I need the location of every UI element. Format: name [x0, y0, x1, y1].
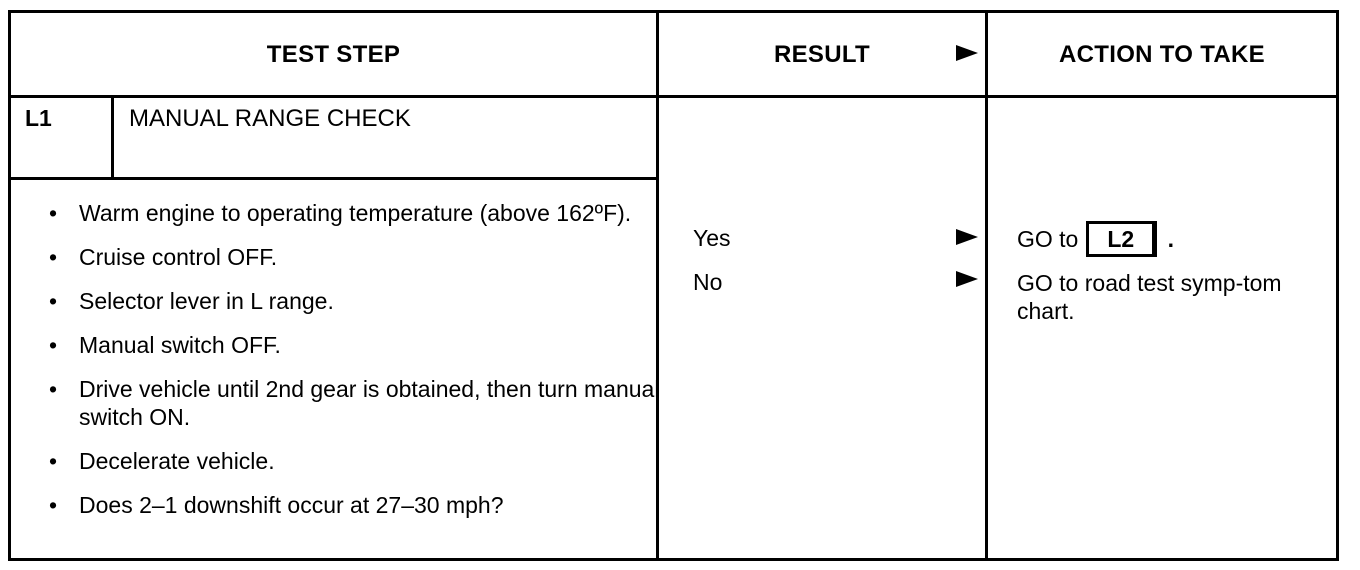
- result-yes-arrow-icon: [956, 229, 978, 245]
- bullet-item: • Selector lever in L range.: [27, 287, 667, 315]
- bullet-item: • Warm engine to operating temperature (above 162ºF).: [27, 199, 667, 227]
- result-no: No: [693, 269, 723, 295]
- bullet-item: • Decelerate vehicle.: [27, 447, 667, 475]
- result-yes: Yes: [693, 225, 731, 251]
- header-arrow-icon: [956, 45, 978, 61]
- step-title-divider: [11, 177, 656, 180]
- step-id-divider: [111, 95, 114, 177]
- action-yes-suffix: .: [1167, 226, 1174, 252]
- action-no: GO to road test symp-tom chart.: [1017, 270, 1282, 324]
- bullet-item: • Drive vehicle until 2nd gear is obtained, then turn manual switch ON.: [27, 375, 667, 431]
- bullet-item: • Manual switch OFF.: [27, 331, 667, 359]
- action-yes-prefix: GO to: [1017, 226, 1079, 252]
- step-id: L1: [25, 105, 52, 131]
- bullet-item: • Cruise control OFF.: [27, 243, 667, 271]
- action-yes: [1017, 221, 1174, 257]
- diagnostic-table: [8, 10, 1339, 561]
- header-test-step: TEST STEP: [266, 41, 401, 68]
- step-title: MANUAL RANGE CHECK: [129, 105, 411, 132]
- test-step-bullets: [27, 199, 667, 535]
- header-action-to-take: ACTION TO TAKE: [1059, 41, 1265, 68]
- bullet-item: • Does 2–1 downshift occur at 27–30 mph?: [27, 491, 667, 519]
- result-no-arrow-icon: [956, 271, 978, 287]
- goto-step-link[interactable]: L2: [1086, 221, 1157, 257]
- header-result: RESULT: [773, 41, 871, 68]
